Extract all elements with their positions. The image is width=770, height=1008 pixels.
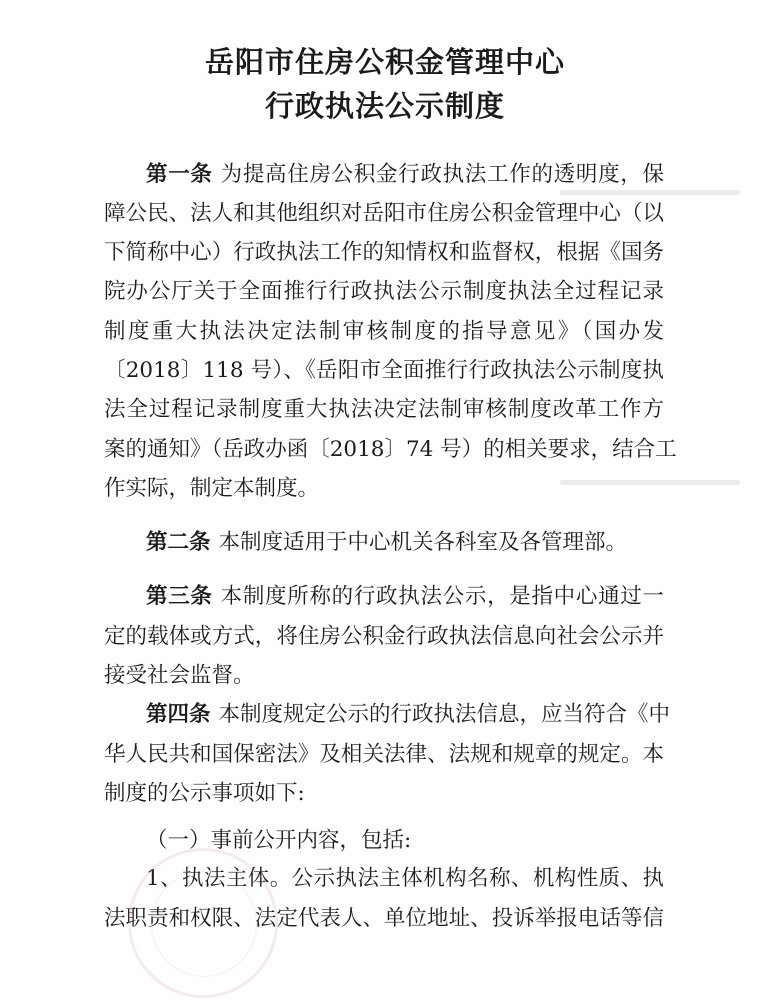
article-1-line: 院办公厅关于全面推行行政执法公示制度执法全过程记录	[104, 279, 664, 304]
article-3-line: 定的载体或方式，将住房公积金行政执法信息向社会公示并	[104, 624, 664, 649]
article-2-text: 本制度适用于中心机关各科室及各管理部。	[218, 530, 628, 555]
article-1-line: 法全过程记录制度重大执法决定法制审核制度改革工作方	[104, 397, 664, 422]
article-1-line: 障公民、法人和其他组织对岳阳市住房公积金管理中心（以	[104, 201, 664, 226]
article-1-line: 案的通知》（岳政办函〔2018〕74 号）的相关要求，结合工	[104, 437, 677, 462]
article-1-label: 第一条	[146, 162, 213, 187]
document-title-line2: 行政执法公示制度	[264, 89, 505, 123]
article-4-text: 本制度规定公示的行政执法信息，应当符合《中	[218, 702, 671, 727]
article-1-line: 下简称中心）行政执法工作的知情权和监督权，根据《国务	[104, 240, 664, 265]
article-3-line	[146, 582, 664, 612]
article-1-line	[146, 160, 664, 190]
article-3-line: 接受社会监督。	[104, 663, 255, 688]
document-title-line1: 岳阳市住房公积金管理中心	[204, 45, 565, 79]
article-2-line	[146, 528, 627, 558]
scan-artifact	[560, 480, 740, 485]
article-4-line	[146, 700, 671, 730]
article-1-text: 为提高住房公积金行政执法工作的透明度，保	[220, 162, 664, 187]
article-2-label: 第二条	[146, 530, 211, 555]
article-4-label: 第四条	[146, 702, 211, 727]
item-1-line: 1、执法主体。公示执法主体机构名称、机构性质、执	[146, 866, 664, 891]
article-1-line: 制度重大执法决定法制审核制度的指导意见》（国办发	[104, 319, 664, 344]
official-seal	[128, 848, 278, 998]
article-1-line: 作实际，制定本制度。	[104, 476, 320, 501]
section-heading: （一）事前公开内容，包括:	[146, 828, 412, 853]
official-seal-inner-ring	[151, 871, 257, 977]
article-3-label: 第三条	[146, 584, 213, 609]
article-4-line: 华人民共和国保密法》及相关法律、法规和规章的规定。本	[104, 742, 664, 767]
scan-artifact	[560, 190, 740, 195]
item-1-line: 法职责和权限、法定代表人、单位地址、投诉举报电话等信	[104, 906, 664, 931]
article-1-line: 〔2018〕118 号）、《岳阳市全面推行行政执法公示制度执	[104, 358, 664, 383]
article-3-text: 本制度所称的行政执法公示，是指中心通过一	[220, 584, 664, 609]
article-4-line: 制度的公示事项如下:	[104, 781, 305, 806]
